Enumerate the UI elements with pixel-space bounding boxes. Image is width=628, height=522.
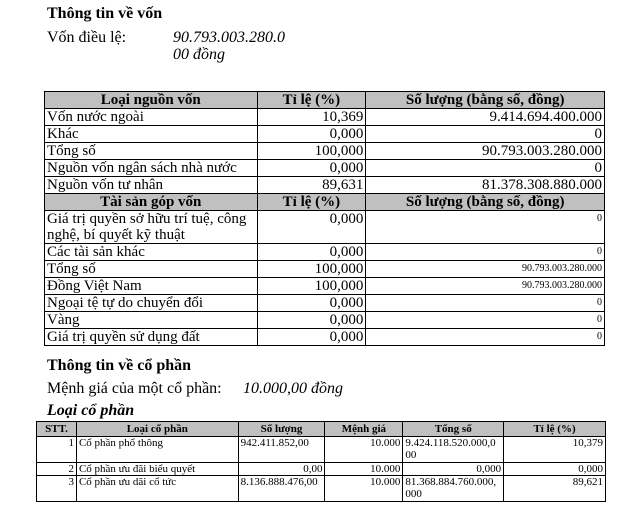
asset-header-row: [45, 194, 605, 211]
shares-header-type: Loại cổ phần: [76, 422, 238, 437]
share-stt: 2: [37, 463, 77, 476]
asset-amount: 0: [366, 329, 605, 346]
shares-header-row: [37, 422, 606, 437]
share-qty: 942.411.852,00: [238, 437, 325, 463]
source-amount: 0: [366, 160, 605, 177]
share-qty: 8.136.888.476,00: [238, 476, 325, 502]
asset-amount: 90.793.003.280.000: [366, 261, 605, 278]
table-row: [37, 463, 606, 476]
asset-name: Tổng số: [45, 261, 258, 278]
source-amount: 90.793.003.280.000: [366, 143, 605, 160]
asset-ratio: 0,000: [257, 295, 366, 312]
shares-header-stt: STT.: [37, 422, 77, 437]
shares-header-qty: Số lượng: [238, 422, 325, 437]
table-row: [45, 244, 605, 261]
share-type: Cổ phần ưu đãi biểu quyết: [76, 463, 238, 476]
source-ratio: 0,000: [257, 126, 366, 143]
table-row: [45, 109, 605, 126]
asset-ratio: 0,000: [257, 244, 366, 261]
share-types-table: [36, 421, 606, 502]
table-row: [37, 476, 606, 502]
capital-source-table: [44, 91, 605, 346]
charter-capital-value-line1: 90.793.003.280.0: [173, 29, 285, 46]
share-ratio: 89,621: [504, 476, 606, 502]
asset-name: Giá trị quyền sở hữu trí tuệ, công nghệ, bí quyết kỹ thuật: [45, 211, 258, 244]
shares-header-ratio: Tỉ lệ (%): [504, 422, 606, 437]
source-name: Nguồn vốn tư nhân: [45, 177, 258, 194]
source-header-ratio: Tỉ lệ (%): [257, 92, 366, 109]
table-row: [45, 312, 605, 329]
table-row: [45, 295, 605, 312]
asset-amount: 0: [366, 244, 605, 261]
shares-header-par: Mệnh giá: [325, 422, 403, 437]
charter-capital-value-line2: 00 đồng: [173, 46, 225, 63]
asset-ratio: 100,000: [257, 261, 366, 278]
share-par: 10.000: [325, 437, 403, 463]
source-header-type: Loại nguồn vốn: [45, 92, 258, 109]
source-name: Tổng số: [45, 143, 258, 160]
table-row: [45, 329, 605, 346]
share-total: 9.424.118.520.000,000: [403, 437, 504, 463]
source-name: Nguồn vốn ngân sách nhà nước: [45, 160, 258, 177]
table-row: [45, 126, 605, 143]
source-amount: 0: [366, 126, 605, 143]
asset-name: Đồng Việt Nam: [45, 278, 258, 295]
asset-amount: 0: [366, 211, 605, 244]
share-total: 0,000: [403, 463, 504, 476]
asset-amount: 0: [366, 312, 605, 329]
share-type: Cổ phần phổ thông: [76, 437, 238, 463]
table-row: [45, 160, 605, 177]
capital-section-title: Thông tin về vốn: [47, 5, 163, 22]
table-row: [37, 437, 606, 463]
share-type: Cổ phần ưu dãi cổ tức: [76, 476, 238, 502]
asset-name: Vàng: [45, 312, 258, 329]
source-ratio: 10,369: [257, 109, 366, 126]
share-stt: 3: [37, 476, 77, 502]
asset-name: Giá trị quyền sử dụng đất: [45, 329, 258, 346]
asset-header-amount: Số lượng (bằng số, đồng): [366, 194, 605, 211]
share-qty: 0,00: [238, 463, 325, 476]
asset-name: Ngoại tệ tự do chuyển đổi: [45, 295, 258, 312]
share-par: 10.000: [325, 476, 403, 502]
source-ratio: 89,631: [257, 177, 366, 194]
asset-ratio: 0,000: [257, 329, 366, 346]
asset-name: Các tài sản khác: [45, 244, 258, 261]
source-amount: 81.378.308.880.000: [366, 177, 605, 194]
source-ratio: 0,000: [257, 160, 366, 177]
shares-header-total: Tổng số: [403, 422, 504, 437]
asset-ratio: 0,000: [257, 211, 366, 244]
source-name: Khác: [45, 126, 258, 143]
asset-header-ratio: Tỉ lệ (%): [257, 194, 366, 211]
table-row: [45, 211, 605, 244]
asset-ratio: 100,000: [257, 278, 366, 295]
table-row: [45, 177, 605, 194]
table-row: [45, 261, 605, 278]
asset-header-type: Tài sản góp vốn: [45, 194, 258, 211]
asset-ratio: 0,000: [257, 312, 366, 329]
par-value-label: Mệnh giá của một cổ phần:: [47, 380, 222, 397]
source-name: Vốn nước ngoài: [45, 109, 258, 126]
source-header-amount: Số lượng (bằng số, đồng): [366, 92, 605, 109]
share-ratio: 0,000: [504, 463, 606, 476]
share-par: 10.000: [325, 463, 403, 476]
share-total: 81.368.884.760.000,000: [403, 476, 504, 502]
charter-capital-label: Vốn điều lệ:: [47, 29, 127, 46]
source-amount: 9.414.694.400.000: [366, 109, 605, 126]
source-ratio: 100,000: [257, 143, 366, 160]
source-header-row: [45, 92, 605, 109]
share-ratio: 10,379: [504, 437, 606, 463]
share-types-title: Loại cổ phần: [47, 402, 135, 419]
share-stt: 1: [37, 437, 77, 463]
table-row: [45, 278, 605, 295]
table-row: [45, 143, 605, 160]
asset-amount: 0: [366, 295, 605, 312]
par-value: 10.000,00 đồng: [243, 380, 343, 397]
shares-section-title: Thông tin về cổ phần: [47, 357, 192, 374]
asset-amount: 90.793.003.280.000: [366, 278, 605, 295]
